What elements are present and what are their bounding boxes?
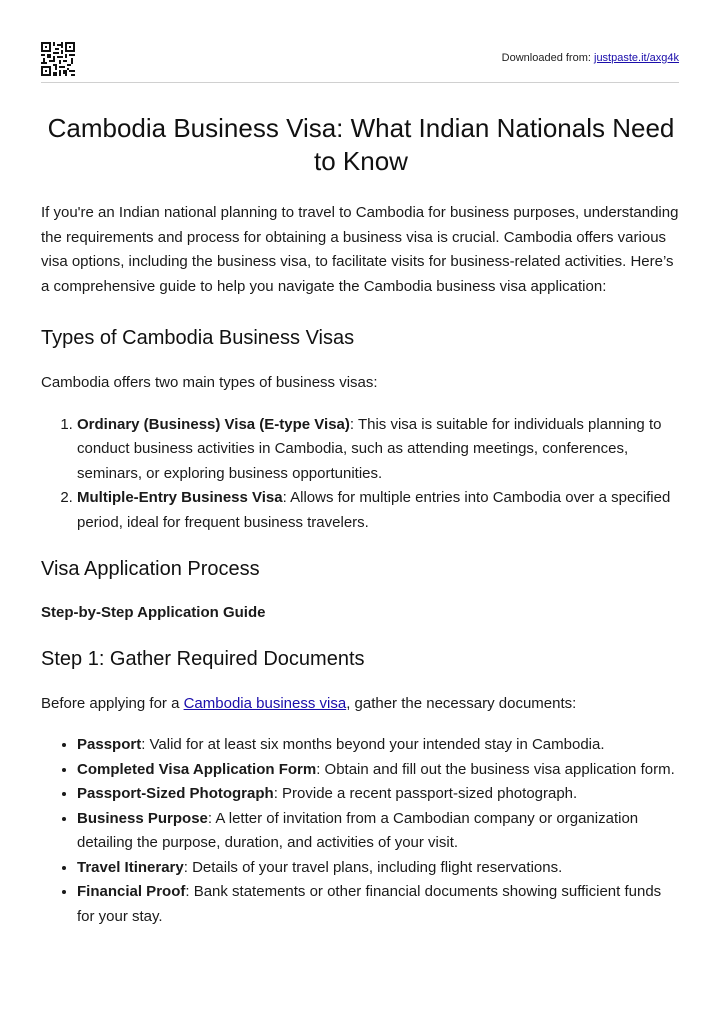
item-term: Passport [77, 736, 142, 753]
list-item [77, 856, 681, 881]
item-desc: : This visa is suitable for individuals planning to conduct business activities in Cambodia, such as attending meetings, conferences, seminars, or exploring business opportunities. [77, 415, 662, 482]
lead-text-end: , gather the necessary documents: [346, 694, 577, 712]
document-body [41, 112, 681, 929]
download-source [502, 52, 679, 64]
list-item [77, 880, 681, 929]
qr-code-icon [41, 42, 75, 76]
visa-types-list [41, 413, 681, 536]
list-item [77, 807, 681, 856]
step-guide-label: Step-by-Step Application Guide [41, 604, 266, 621]
list-item [77, 758, 681, 783]
page-header [41, 42, 679, 82]
item-desc: : Details of your travel plans, including flight reservations. [183, 858, 563, 876]
process-heading: Visa Application Process [41, 558, 260, 580]
cambodia-business-visa-link[interactable]: Cambodia business visa [183, 694, 347, 712]
list-item [77, 413, 681, 487]
item-term: Multiple-Entry Business Visa [77, 489, 283, 506]
list-item [77, 486, 681, 535]
types-lead: Cambodia offers two main types of business visas: [41, 374, 378, 391]
item-desc: : Obtain and fill out the business visa application form. [316, 760, 675, 778]
item-desc: : A letter of invitation from a Cambodian company or organization detailing the purpose, duration, and activities of your visit. [77, 809, 639, 851]
item-term: Ordinary (Business) Visa (E-type Visa) [77, 415, 350, 433]
source-link[interactable]: justpaste.it/axg4k [594, 52, 679, 64]
documents-list [41, 733, 681, 929]
item-term: Business Purpose [77, 809, 208, 827]
item-term: Passport-Sized Photograph [77, 785, 274, 802]
item-term: Travel Itinerary [77, 858, 184, 876]
intro-paragraph: If you're an Indian national planning to travel to Cambodia for business purposes, understanding the requirements and process for obtaining a business visa is crucial. Cambodia offers various visa options, including the business visa, to facilitate visits for business-related activities. Here’s a comprehensive guide to help you navigate the Cambodia business visa application: [41, 204, 679, 295]
step1-lead [41, 692, 681, 717]
item-desc: : Bank statements or other financial documents showing sufficient funds for your stay. [77, 883, 662, 925]
item-desc: : Allows for multiple entries into Cambodia over a specified period, ideal for frequent business travelers. [77, 489, 671, 531]
list-item [77, 782, 681, 807]
item-term: Financial Proof [77, 883, 186, 900]
step1-heading: Step 1: Gather Required Documents [41, 647, 365, 670]
item-desc: : Provide a recent passport-sized photograph. [273, 785, 578, 802]
list-item [77, 733, 681, 758]
lead-text: Before applying for a [41, 694, 184, 712]
types-heading: Types of Cambodia Business Visas [41, 327, 355, 349]
source-label: Downloaded from: [501, 52, 591, 64]
header-divider [41, 82, 679, 83]
item-term: Completed Visa Application Form [77, 760, 317, 778]
page-title: Cambodia Business Visa: What Indian Nationals Need to Know [47, 113, 675, 176]
item-desc: : Valid for at least six months beyond your intended stay in Cambodia. [141, 736, 605, 753]
